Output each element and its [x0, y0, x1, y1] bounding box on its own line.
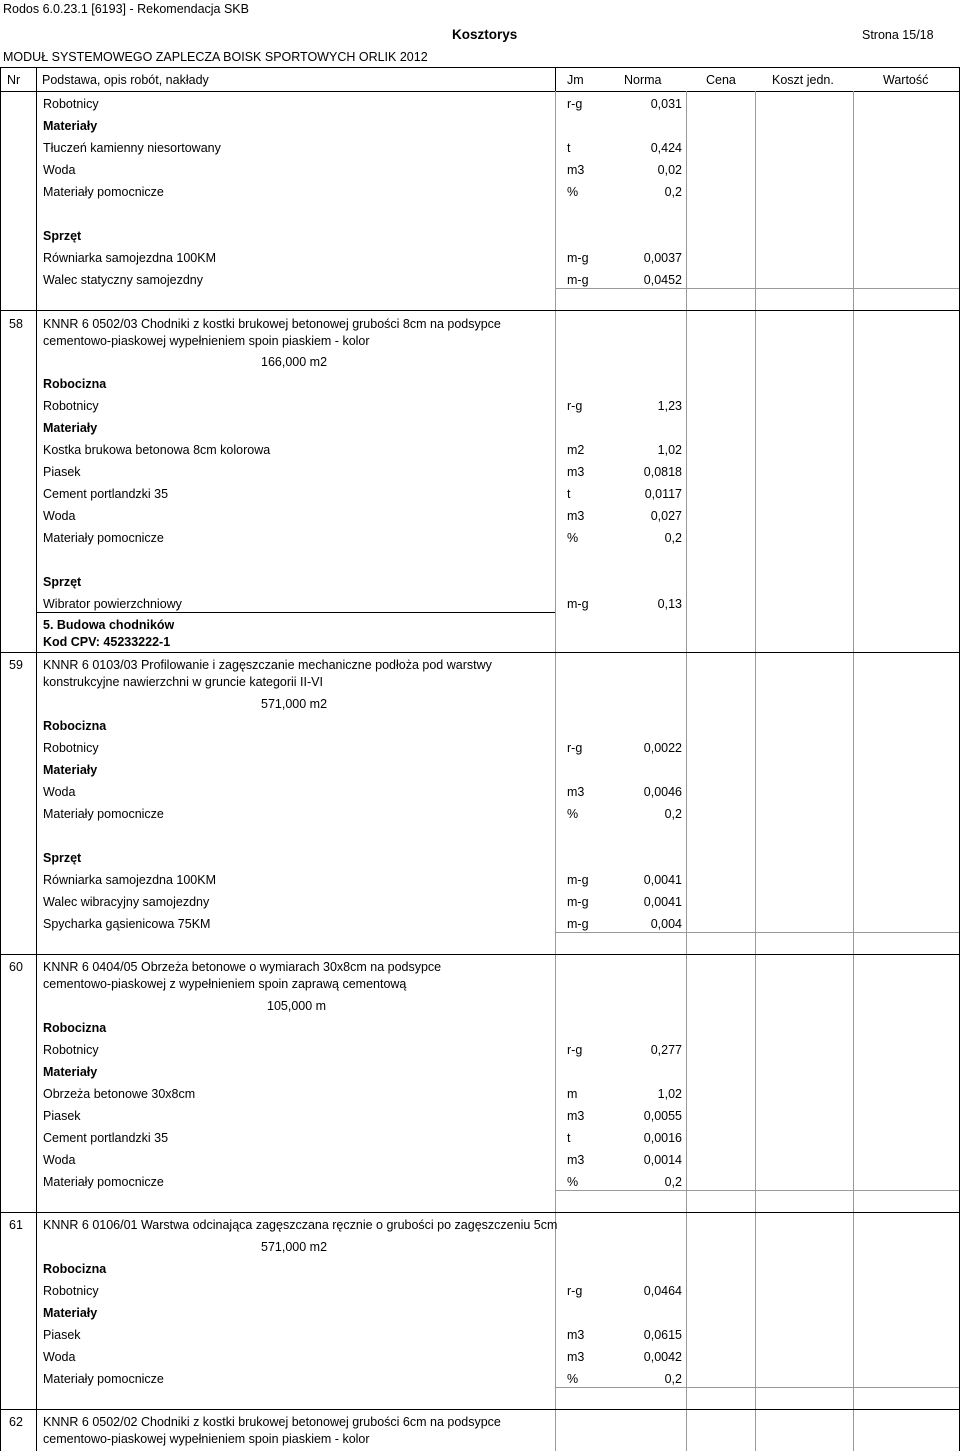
item-description: cementowo-piaskowej wypełnieniem spoin piaskiem - kolor — [43, 1432, 370, 1446]
item-description: KNNR 6 0103/03 Profilowanie i zagęszczanie mechaniczne podłoża pod warstwy — [43, 658, 492, 672]
col-unit-cost: Koszt jedn. — [772, 73, 834, 87]
resource-name: Równiarka samojezdna 100KM — [43, 873, 217, 887]
labor-heading: Robocizna — [43, 1021, 107, 1035]
resource-unit: m — [567, 1087, 578, 1101]
resource-norm: 1,02 — [657, 1087, 682, 1101]
resource-name: Materiały pomocnicze — [43, 531, 164, 545]
resource-unit: m-g — [567, 273, 589, 287]
item-description: konstrukcyjne nawierzchni w gruncie kategorii II-VI — [43, 675, 323, 689]
materials-heading: Materiały — [43, 1065, 98, 1079]
resource-unit: m-g — [567, 251, 589, 265]
resource-unit: m3 — [567, 465, 585, 479]
resource-unit: m-g — [567, 917, 589, 931]
item-description: KNNR 6 0502/03 Chodniki z kostki brukowej betonowej grubości 8cm na podsypce — [43, 317, 501, 331]
item-description: cementowo-piaskowej z wypełnieniem spoin zaprawą cementową — [43, 977, 407, 991]
col-norm: Norma — [624, 73, 662, 87]
resource-norm: 0,424 — [650, 141, 682, 155]
item-quantity: 166,000 m2 — [261, 355, 328, 369]
resource-name: Woda — [43, 1153, 76, 1167]
item-number: 58 — [9, 317, 23, 331]
resource-norm: 0,0452 — [643, 273, 682, 287]
doc-title: Kosztorys — [452, 27, 518, 42]
resource-norm: 0,0055 — [643, 1109, 682, 1123]
item-quantity: 571,000 m2 — [261, 697, 328, 711]
resource-unit: m3 — [567, 509, 585, 523]
resource-name: Robotnicy — [43, 1043, 99, 1057]
resource-name: Robotnicy — [43, 399, 99, 413]
resource-norm: 0,0117 — [644, 487, 682, 501]
resource-norm: 0,0016 — [643, 1131, 682, 1145]
resource-name: Cement portlandzki 35 — [43, 487, 169, 501]
labor-heading: Robocizna — [43, 377, 107, 391]
resource-unit: m-g — [567, 873, 589, 887]
page-number: Strona 15/18 — [862, 28, 934, 42]
resource-norm: 0,2 — [664, 807, 682, 821]
materials-heading: Materiały — [43, 1306, 98, 1320]
resource-norm: 0,2 — [664, 185, 682, 199]
resource-name: Piasek — [43, 465, 81, 479]
resource-name: Materiały pomocnicze — [43, 807, 164, 821]
resource-norm: 0,0014 — [643, 1153, 682, 1167]
resource-name: Tłuczeń kamienny niesortowany — [43, 141, 221, 155]
item-quantity: 571,000 m2 — [261, 1240, 328, 1254]
col-unit: Jm — [567, 73, 584, 87]
resource-name: Materiały pomocnicze — [43, 1372, 164, 1386]
resource-unit: % — [567, 807, 579, 821]
resource-unit: m3 — [567, 163, 585, 177]
item-number: 59 — [9, 658, 23, 672]
resource-unit: m3 — [567, 1153, 585, 1167]
resource-name: Kostka brukowa betonowa 8cm kolorowa — [43, 443, 271, 457]
resource-unit: r-g — [567, 97, 583, 111]
resource-unit: m2 — [567, 443, 585, 457]
resource-name: Cement portlandzki 35 — [43, 1131, 169, 1145]
resource-norm: 0,031 — [650, 97, 682, 111]
col-nr: Nr — [7, 73, 21, 87]
equipment-heading: Sprzęt — [43, 229, 82, 243]
resource-name: Walec statyczny samojezdny — [43, 273, 204, 287]
item-number: 61 — [9, 1218, 23, 1232]
resource-norm: 0,0041 — [643, 895, 682, 909]
resource-name: Walec wibracyjny samojezdny — [43, 895, 210, 909]
item-quantity: 105,000 m — [267, 999, 327, 1013]
resource-norm: 0,0818 — [643, 465, 682, 479]
resource-norm: 1,02 — [657, 443, 682, 457]
resource-unit: r-g — [567, 399, 583, 413]
materials-heading: Materiały — [43, 763, 98, 777]
resource-unit: t — [567, 141, 571, 155]
item-description: cementowo-piaskowej wypełnieniem spoin piaskiem - kolor — [43, 334, 370, 348]
item-number: 60 — [9, 960, 23, 974]
resource-name: Piasek — [43, 1109, 81, 1123]
resource-unit: % — [567, 1372, 579, 1386]
col-desc: Podstawa, opis robót, nakłady — [42, 73, 209, 87]
resource-norm: 0,2 — [664, 531, 682, 545]
resource-name: Równiarka samojezdna 100KM — [43, 251, 217, 265]
resource-norm: 0,0615 — [643, 1328, 682, 1342]
resource-name: Woda — [43, 163, 76, 177]
resource-unit: r-g — [567, 741, 583, 755]
resource-unit: m3 — [567, 785, 585, 799]
item-description: KNNR 6 0106/01 Warstwa odcinająca zagęszczana ręcznie o grubości po zagęszczeniu 5cm — [43, 1218, 558, 1232]
item-description: KNNR 6 0502/02 Chodniki z kostki brukowej betonowej grubości 6cm na podsypce — [43, 1415, 501, 1429]
resource-norm: 0,2 — [664, 1175, 682, 1189]
resource-unit: m-g — [567, 895, 589, 909]
resource-norm: 0,0022 — [643, 741, 682, 755]
labor-heading: Robocizna — [43, 719, 107, 733]
resource-norm: 0,0046 — [643, 785, 682, 799]
resource-name: Woda — [43, 785, 76, 799]
resource-name: Robotnicy — [43, 741, 99, 755]
equipment-heading: Sprzęt — [43, 851, 82, 865]
resource-name: Materiały pomocnicze — [43, 1175, 164, 1189]
resource-name: Materiały pomocnicze — [43, 185, 164, 199]
resource-norm: 0,2 — [664, 1372, 682, 1386]
app-title: Rodos 6.0.23.1 [6193] - Rekomendacja SKB — [3, 2, 249, 16]
resource-norm: 0,0042 — [643, 1350, 682, 1364]
col-value: Wartość — [883, 73, 929, 87]
resource-unit: % — [567, 185, 579, 199]
resource-norm: 0,0037 — [643, 251, 682, 265]
equipment-heading: Sprzęt — [43, 575, 82, 589]
resource-unit: m3 — [567, 1350, 585, 1364]
resource-norm: 0,0464 — [643, 1284, 682, 1298]
resource-norm: 1,23 — [657, 399, 682, 413]
resource-unit: m3 — [567, 1328, 585, 1342]
item-description: KNNR 6 0404/05 Obrzeża betonowe o wymiarach 30x8cm na podsypce — [43, 960, 442, 974]
resource-unit: m3 — [567, 1109, 585, 1123]
labor-heading: Robocizna — [43, 1262, 107, 1276]
resource-unit: r-g — [567, 1043, 583, 1057]
item-number: 62 — [9, 1415, 23, 1429]
col-price: Cena — [706, 73, 736, 87]
resource-unit: t — [567, 487, 571, 501]
materials-heading: Materiały — [43, 421, 98, 435]
resource-name: Woda — [43, 509, 76, 523]
resource-unit: m-g — [567, 597, 589, 611]
section-title: 5. Budowa chodników — [43, 618, 175, 632]
resource-name: Robotnicy — [43, 1284, 99, 1298]
resource-norm: 0,02 — [657, 163, 682, 177]
materials-heading: Materiały — [43, 119, 98, 133]
resource-norm: 0,004 — [650, 917, 682, 931]
resource-unit: t — [567, 1131, 571, 1145]
resource-name: Spycharka gąsienicowa 75KM — [43, 917, 211, 931]
section-cpv: Kod CPV: 45233222-1 — [43, 635, 171, 649]
resource-unit: % — [567, 531, 579, 545]
resource-name: Obrzeża betonowe 30x8cm — [43, 1087, 196, 1101]
resource-name: Robotnicy — [43, 97, 99, 111]
project-title: MODUŁ SYSTEMOWEGO ZAPLECZA BOISK SPORTOWYCH ORLIK 2012 — [3, 50, 428, 64]
resource-norm: 0,0041 — [643, 873, 682, 887]
resource-name: Piasek — [43, 1328, 81, 1342]
resource-norm: 0,277 — [650, 1043, 682, 1057]
resource-name: Woda — [43, 1350, 76, 1364]
resource-norm: 0,027 — [650, 509, 682, 523]
resource-unit: r-g — [567, 1284, 583, 1298]
resource-norm: 0,13 — [657, 597, 682, 611]
resource-unit: % — [567, 1175, 579, 1189]
resource-name: Wibrator powierzchniowy — [43, 597, 182, 611]
